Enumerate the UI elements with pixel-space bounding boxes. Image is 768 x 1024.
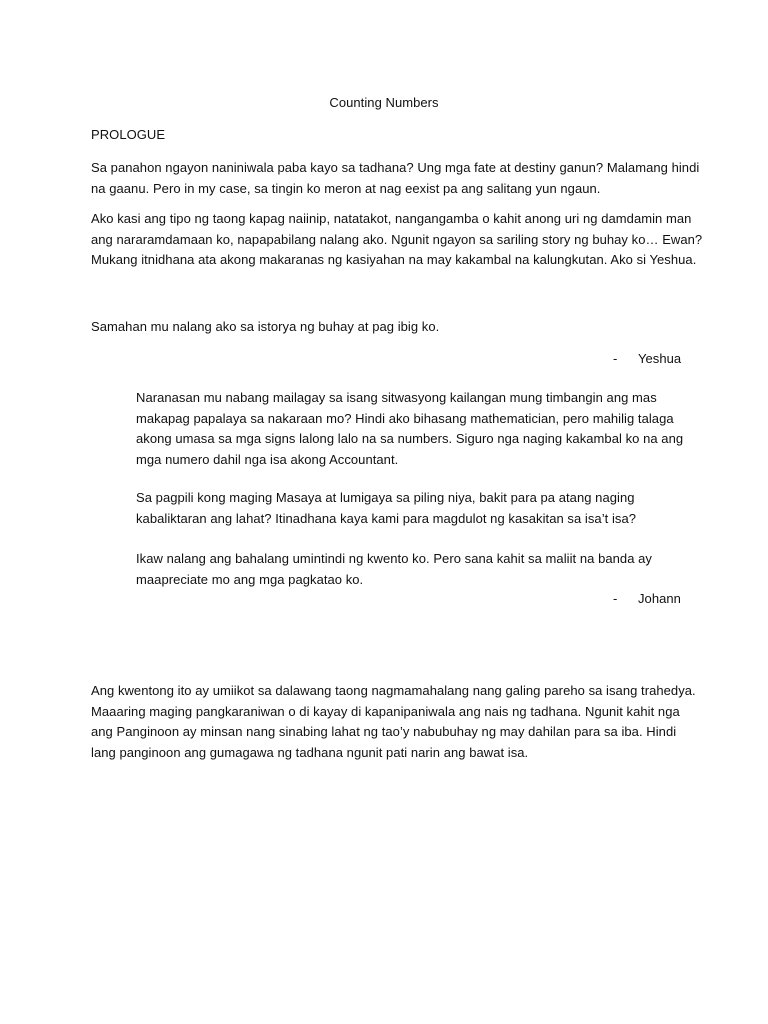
document-title: Counting Numbers — [329, 95, 439, 110]
paragraph-line: Ako kasi ang tipo ng taong kapag naiinip, natatakot, nangangamba o kahit anong uri ng damdamin man — [91, 211, 692, 226]
quote-line: Sa pagpili kong maging Masaya at lumigaya sa piling niya, bakit para pa atang naging — [136, 490, 635, 505]
paragraph-2 — [91, 209, 703, 271]
paragraph-line: Mukang itnidhana ata akong makaranas ng kasiyahan na may kakambal na kalungkutan. Ako si Yeshua. — [91, 252, 697, 267]
quote-line: maapreciate mo ang mga pagkatao ko. — [136, 571, 364, 587]
paragraph-line: na gaanu. Pero in my case, sa tingin ko meron at nag eexist pa ang salitang yun ngaun. — [91, 180, 601, 196]
signature-dash: - — [613, 351, 618, 366]
paragraph-line: Maaaring maging pangkaraniwan o di kayay di kapanipaniwala ang nais ng tadhana. Ngunit kahit nga — [91, 703, 680, 719]
quote-line: akong umasa sa mga signs lalong lalo na sa numbers. Siguro nga naging kakambal ko na ang — [136, 431, 684, 446]
quote-line: Naranasan mu nabang mailagay sa isang sitwasyong kailangan mung timbangin ang mas — [136, 390, 657, 405]
paragraph-3: Samahan mu nalang ako sa istorya ng buhay at pag ibig ko. — [91, 319, 440, 334]
paragraph-line: ang Panginoon ay minsan nang sinabing lahat ng tao’y nabubuhay ng may dahilan para sa iba. Hindi — [91, 724, 677, 739]
signature-name-johann: Johann — [638, 591, 681, 606]
signature-dash: - — [613, 591, 618, 606]
quote-line: kabaliktaran ang lahat? Itinadhana kaya kami para magdulot ng kasakitan sa isa’t isa? — [136, 510, 637, 526]
paragraph-line: Sa panahon ngayon naniniwala paba kayo sa tadhana? Ung mga fate at destiny ganun? Malamang hindi — [91, 160, 700, 175]
quote-line: mga numero dahil nga isa akong Accountant. — [136, 451, 399, 467]
paragraph-line: ang nararamdamaan ko, napapabilang nalang ako. Ngunit ngayon sa sariling story ng buhay ko… Ewan? — [91, 231, 703, 247]
section-heading: PROLOGUE — [91, 127, 166, 142]
quote-line: makapag papalaya sa nakaraan mo? Hindi ako bihasang mathematician, pero mahilig talaga — [136, 410, 674, 426]
paragraph-line: Ang kwentong ito ay umiikot sa dalawang taong nagmamahalang nang galing pareho sa isang trahedya. — [91, 683, 696, 698]
quote-line: Ikaw nalang ang bahalang umintindi ng kwento ko. Pero sana kahit sa maliit na banda ay — [136, 551, 652, 566]
signature-name-yeshua: Yeshua — [638, 351, 682, 366]
quote-paragraph-3 — [136, 549, 676, 590]
paragraph-line: lang panginoon ang gumagawa ng tadhana ngunit pati narin ang bawat isa. — [91, 744, 529, 760]
quote-paragraph-2 — [136, 488, 676, 529]
paragraph-1 — [91, 158, 700, 199]
quote-paragraph-1 — [136, 388, 684, 470]
paragraph-4 — [91, 681, 696, 763]
